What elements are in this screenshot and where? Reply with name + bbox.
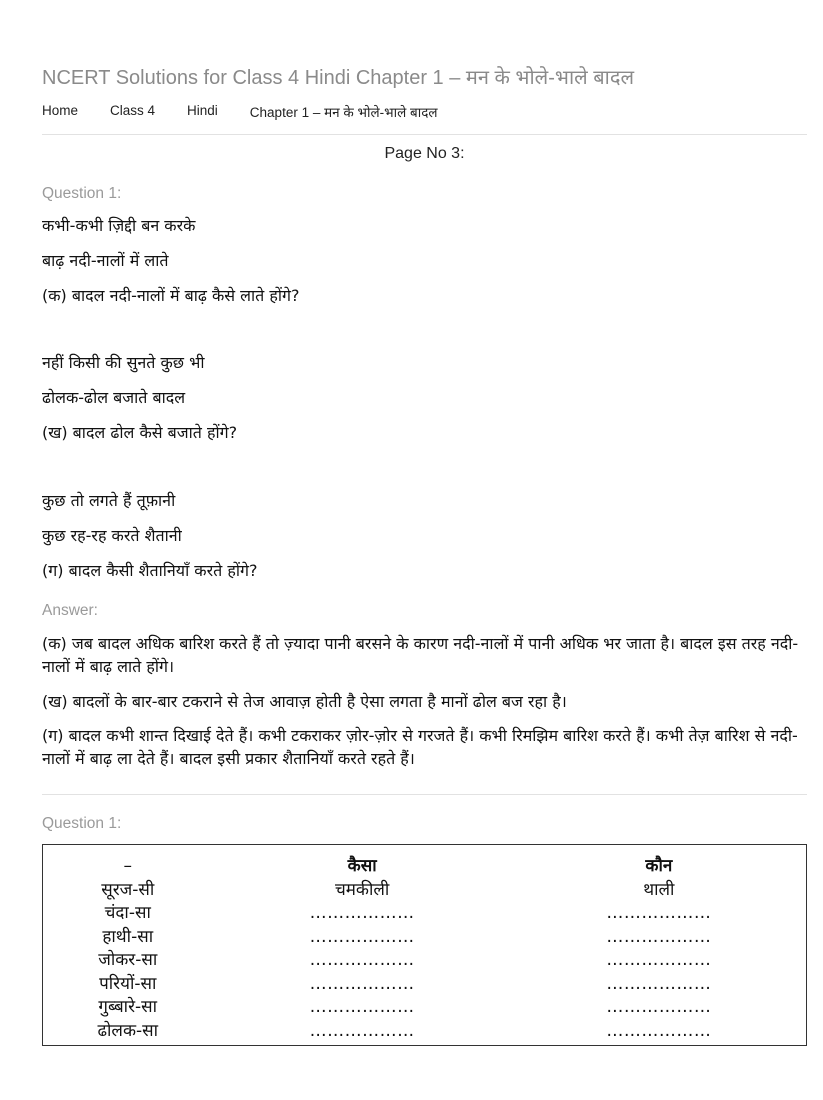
- answer-paragraph: (ख) बादलों के बार-बार टकराने से तेज आवाज़ होती है ऐसा लगता है मानों ढोल बज रहा है।: [42, 692, 567, 711]
- page-title: NCERT Solutions for Class 4 Hindi Chapter 1 – मन के भोले-भाले बादल: [42, 67, 635, 89]
- table-cell: ………………: [309, 926, 415, 947]
- answer-label: Answer:: [42, 602, 98, 619]
- table-cell: ………………: [309, 1020, 415, 1041]
- table-row: [43, 996, 807, 1020]
- poem-line: कुछ रह-रह करते शैतानी: [42, 526, 182, 545]
- table-cell: चमकीली: [334, 879, 390, 900]
- breadcrumb-subject[interactable]: Hindi: [187, 103, 218, 118]
- poem-line: कभी-कभी ज़िद्दी बन करके: [42, 216, 196, 235]
- breadcrumb-chapter[interactable]: Chapter 1 – मन के भोले-भाले बादल: [249, 105, 438, 120]
- table-header-row: [43, 845, 807, 879]
- question-label: Question 1:: [42, 815, 122, 832]
- table-cell: ढोलक-सा: [97, 1020, 159, 1041]
- table-cell: सूरज-सी: [101, 879, 155, 900]
- page-number-heading: Page No 3:: [384, 145, 465, 162]
- table-cell: ………………: [606, 926, 712, 947]
- question-line: (ख) बादल ढोल कैसे बजाते होंगे?: [42, 423, 238, 442]
- breadcrumb-home[interactable]: Home: [42, 103, 79, 118]
- breadcrumb-class[interactable]: Class 4: [110, 103, 156, 118]
- table-cell: परियों-सा: [99, 973, 157, 994]
- table-row: [43, 879, 807, 903]
- table-cell: ………………: [309, 950, 415, 970]
- table-cell: हाथी-सा: [102, 926, 154, 947]
- table-header: –: [123, 856, 132, 876]
- table-cell: ………………: [606, 950, 712, 970]
- section-divider: [42, 794, 807, 795]
- question-label: Question 1:: [42, 185, 122, 202]
- question-line: (क) बादल नदी-नालों में बाढ़ कैसे लाते होंगे?: [42, 286, 300, 305]
- poem-line: कुछ तो लगते हैं तूफ़ानी: [42, 491, 176, 510]
- table-row: [43, 949, 807, 973]
- table-cell: चंदा-सा: [104, 903, 151, 923]
- poem-line: बाढ़ नदी-नालों में लाते: [42, 251, 169, 270]
- table-row: [43, 973, 807, 997]
- fill-in-table: [42, 844, 807, 1046]
- table-cell: जोकर-सा: [98, 950, 158, 970]
- table-header: कैसा: [347, 856, 377, 876]
- table-cell: ………………: [309, 903, 415, 923]
- table-cell: ………………: [606, 973, 712, 994]
- question-line: (ग) बादल कैसी शैतानियाँ करते होंगे?: [42, 561, 258, 580]
- table-cell: गुब्बारे-सा: [98, 997, 158, 1017]
- header-divider: [42, 134, 807, 135]
- table-cell: ………………: [606, 903, 712, 923]
- table-cell: ………………: [606, 997, 712, 1017]
- table-row: [43, 926, 807, 950]
- poem-line: ढोलक-ढोल बजाते बादल: [42, 388, 186, 407]
- answer-paragraph: (क) जब बादल अधिक बारिश करते हैं तो ज़्यादा पानी बरसने के कारण नदी-नालों में पानी अधिक भर जाता है। बादल इस तरह नदी-नालों में बाढ़ लाते होंगे।: [42, 634, 799, 676]
- table-row: [43, 1020, 807, 1046]
- table-cell: थाली: [643, 879, 675, 900]
- table-header: कौन: [645, 856, 673, 876]
- poem-line: नहीं किसी की सुनते कुछ भी: [42, 353, 205, 372]
- answer-paragraph: (ग) बादल कभी शान्त दिखाई देते हैं। कभी टकराकर ज़ोर-ज़ोर से गरजते हैं। कभी रिमझिम बारिश करते हैं। कभी तेज़ बारिश से नदी-नालों में बाढ़ ला देते हैं। बादल इसी प्रकार शैतानियाँ करते रहते हैं।: [42, 726, 798, 768]
- table-row: [43, 902, 807, 926]
- breadcrumb: [42, 103, 470, 121]
- table-cell: ………………: [606, 1020, 712, 1041]
- table-cell: ………………: [309, 973, 415, 994]
- table-cell: ………………: [309, 997, 415, 1017]
